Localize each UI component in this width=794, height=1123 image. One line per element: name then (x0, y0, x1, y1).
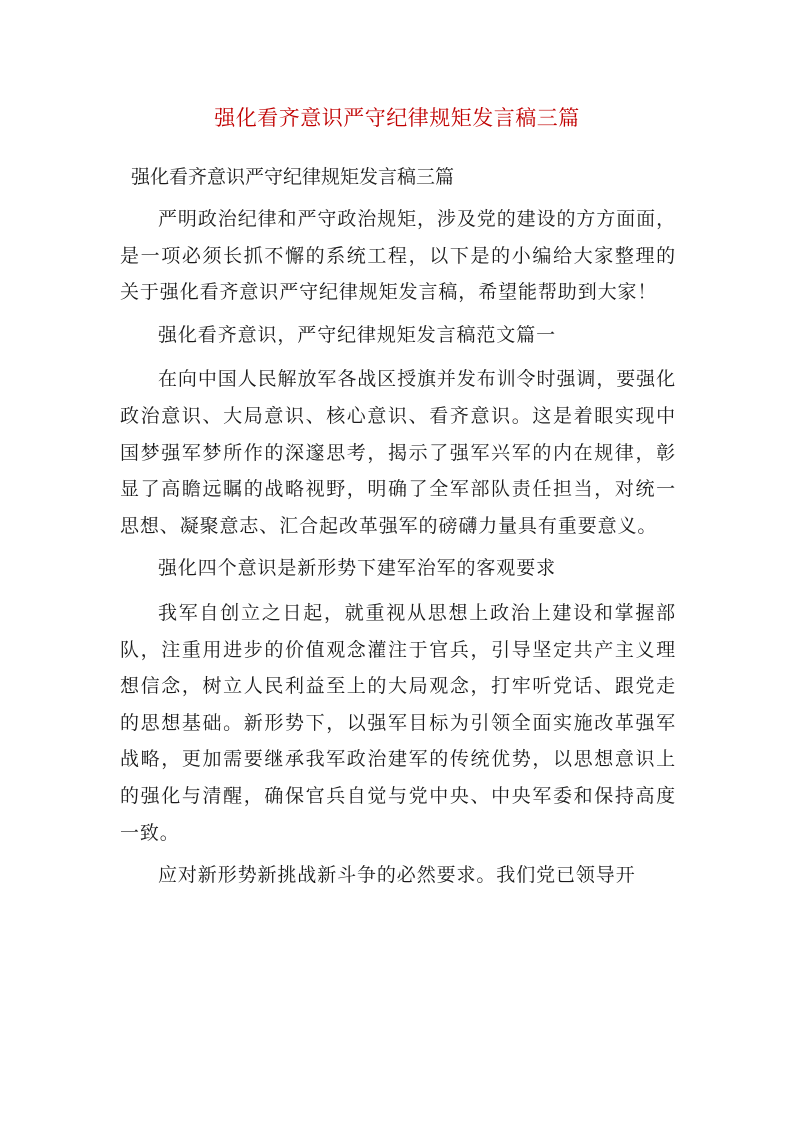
body-paragraph-1: 在向中国人民解放军各战区授旗并发布训令时强调，要强化政治意识、大局意识、核心意识、看齐意识。这是着眼实现中国梦强军梦所作的深邃思考，揭示了强军兴军的内在规律，彰显了高瞻远瞩的战略视野，明确了全军部队责任担当，对统一思想、凝聚意志、汇合起改革强军的磅礴力量具有重要意义。 (120, 368, 676, 537)
section-heading-2: 强化四个意识是新形势下建军治军的客观要求 (158, 557, 557, 580)
intro-paragraph: 严明政治纪律和严守政治规矩，涉及党的建设的方方面面，是一项必须长抓不懈的系统工程，以下是的小编给大家整理的关于强化看齐意识严守纪律规矩发言稿，希望能帮助到大家！ (120, 208, 676, 304)
body-paragraph-2: 我军自创立之日起，就重视从思想上政治上建设和掌握部队，注重用进步的价值观念灌注于官兵，引导坚定共产主义理想信念，树立人民利益至上的大局观念，打牢听党话、跟党走的思想基础。新形势下，以强军目标为引领全面实施改革强军战略，更加需要继承我军政治建军的传统优势，以思想意识上的强化与清醒，确保官兵自觉与党中央、中央军委和保持高度一致。 (120, 601, 676, 844)
section-heading-1: 强化看齐意识，严守纪律规矩发言稿范文篇一 (158, 323, 557, 346)
body-paragraph-3: 应对新形势新挑战新斗争的必然要求。我们党已领导开 (158, 864, 636, 887)
document-body (120, 201, 676, 900)
document-title: 强化看齐意识严守纪律规矩发言稿三篇 (214, 106, 580, 130)
document-subtitle: 强化看齐意识严守纪律规矩发言稿三篇 (131, 166, 455, 188)
